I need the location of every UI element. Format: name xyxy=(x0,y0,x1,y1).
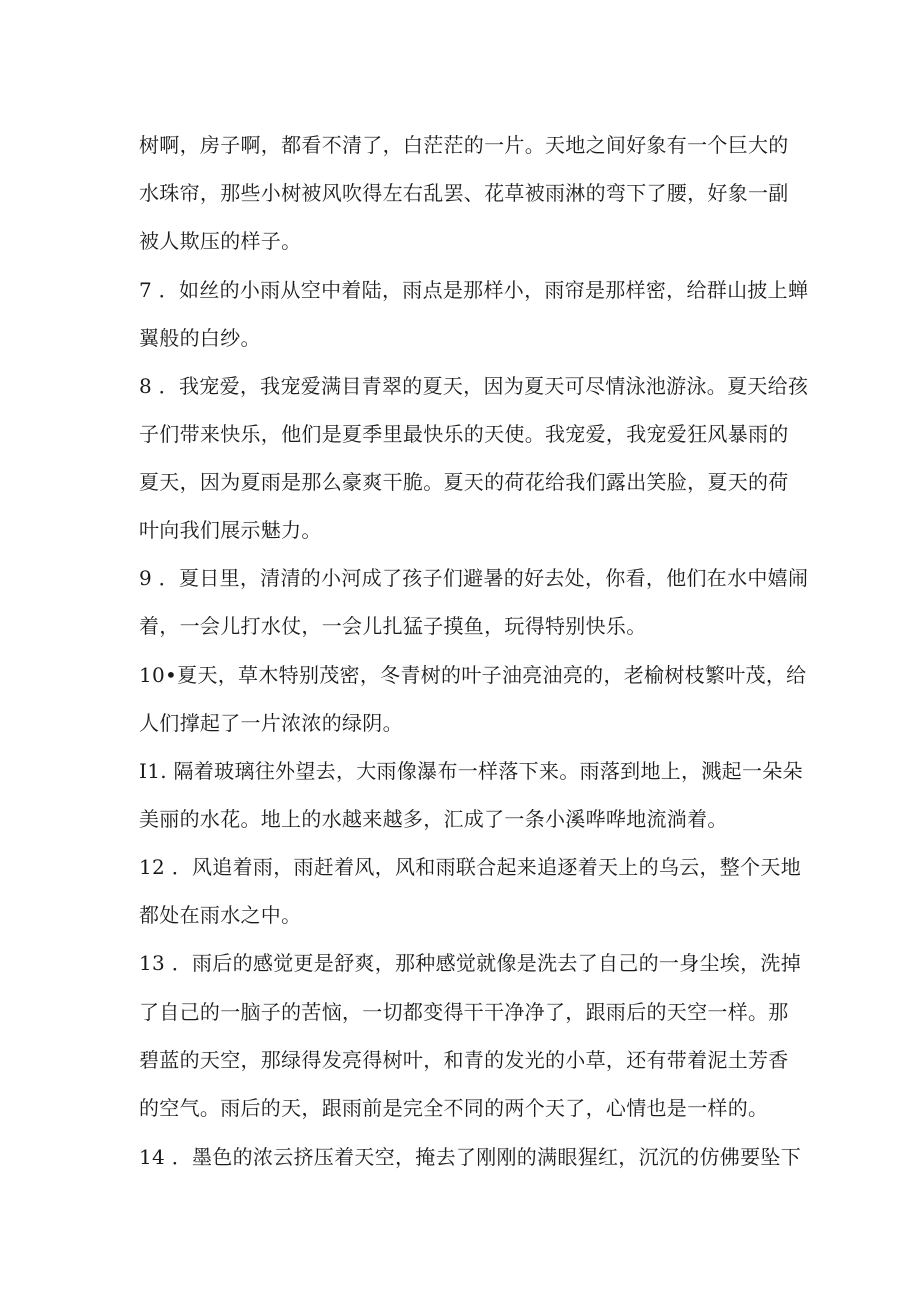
text-line: 着，一会儿打水仗，一会儿扎猛子摸鱼，玩得特别快乐。 xyxy=(139,614,647,638)
text-line: 9 ．夏日里，清清的小河成了孩子们避暑的好去处，你看，他们在水中嬉闹 xyxy=(139,566,809,590)
text-line: 碧蓝的天空，那绿得发亮得树叶，和青的发光的小草，还有带着泥土芳香 xyxy=(139,1048,789,1072)
text-line: 7 ．如丝的小雨从空中着陆，雨点是那样小，雨帘是那样密，给群山披上蝉 xyxy=(139,278,809,302)
text-line: 被人欺压的样子。 xyxy=(139,229,302,253)
text-line: 13 ．雨后的感觉更是舒爽，那种感觉就像是洗去了自己的一身尘埃，洗掉 xyxy=(139,951,802,975)
text-line: I1. 隔着玻璃往外望去，大雨像瀑布一样落下来。雨落到地上，溅起一朵朵 xyxy=(139,759,803,783)
text-line: 都处在雨水之中。 xyxy=(139,903,302,927)
text-line: 了自己的一脑子的苦恼，一切都变得干干净净了，跟雨后的天空一样。那 xyxy=(139,1000,789,1024)
text-line: 10•夏天，草木特别茂密，冬青树的叶子油亮油亮的，老榆树枝繁叶茂，给 xyxy=(139,663,807,687)
text-line: 人们撑起了一片浓浓的绿阴。 xyxy=(139,711,403,735)
text-line: 翼般的白纱。 xyxy=(139,326,261,350)
text-line: 美丽的水花。地上的水越来越多，汇成了一条小溪哗哗地流淌着。 xyxy=(139,807,728,831)
text-line: 12 ．风追着雨，雨赶着风，风和雨联合起来追逐着天上的乌云，整个天地 xyxy=(139,855,802,879)
text-line: 子们带来快乐，他们是夏季里最快乐的天使。我宠爱，我宠爱狂风暴雨的 xyxy=(139,422,789,446)
text-line: 8 ．我宠爱，我宠爱满目青翠的夏天，因为夏天可尽情泳池游泳。夏天给孩 xyxy=(139,374,809,398)
text-line: 水珠帘，那些小树被风吹得左右乱罢、花草被雨淋的弯下了腰，好象一副 xyxy=(139,181,789,205)
text-line: 的空气。雨后的天，跟雨前是完全不同的两个天了，心情也是一样的。 xyxy=(139,1096,769,1120)
text-line: 树啊，房子啊，都看不清了，白茫茫的一片。天地之间好象有一个巨大的 xyxy=(139,133,789,157)
text-line: 叶向我们展示魅力。 xyxy=(139,518,322,542)
text-line: 夏天，因为夏雨是那么豪爽干脆。夏天的荷花给我们露出笑脸，夏天的荷 xyxy=(139,470,789,494)
text-line: 14 ．墨色的浓云挤压着天空，掩去了刚刚的满眼猩红，沉沉的仿佛要坠下 xyxy=(139,1145,802,1169)
